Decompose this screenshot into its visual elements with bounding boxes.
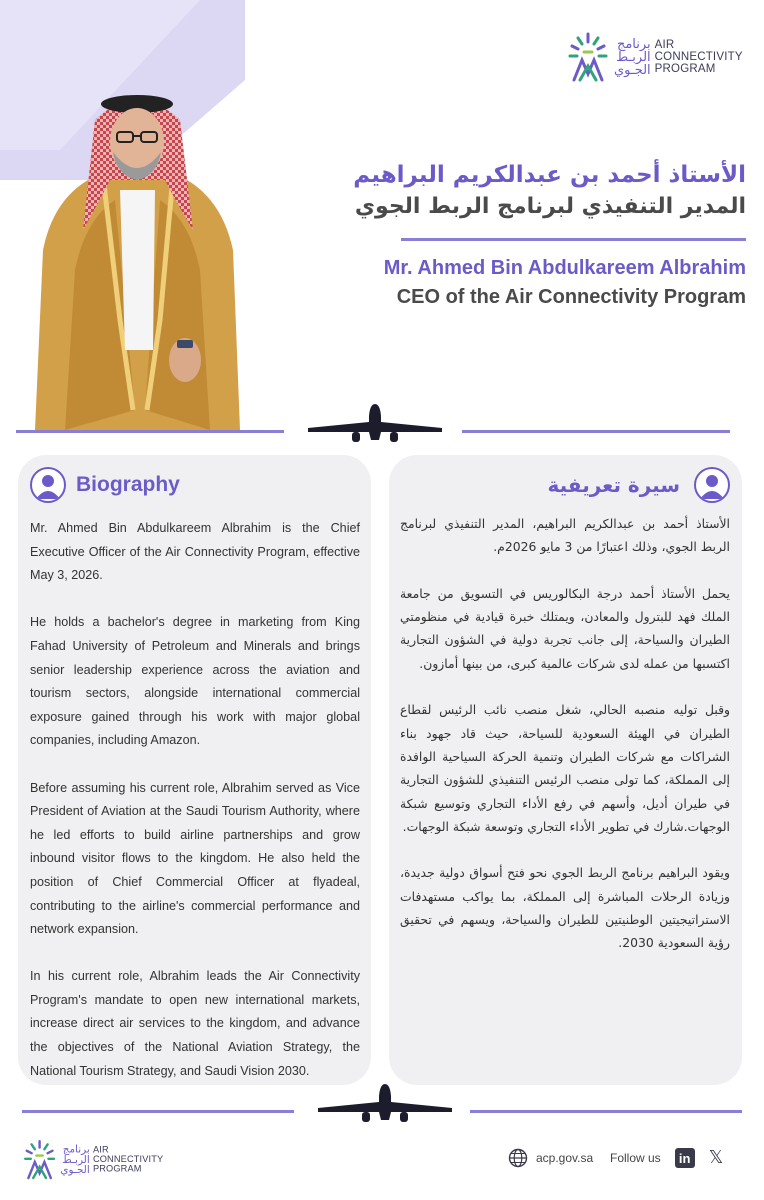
logo-ar-line: الربـط [62, 1153, 90, 1166]
ceo-name-arabic: الأستاذ أحمد بن عبدالكريم البراهيم [353, 162, 746, 188]
ceo-name-english: Mr. Ahmed Bin Abdulkareem Albrahim [383, 257, 746, 279]
ceo-role-arabic: المدير التنفيذي لبرنامج الربط الجوي [354, 194, 746, 219]
card-title: Biography [76, 473, 180, 496]
social-links [610, 1148, 723, 1168]
logo-ar-line: الجـوي [614, 62, 651, 78]
bio-paragraph: He holds a bachelor's degree in marketing from King Fahad University of Petroleum and Minerals and brings senior leadership experience across the aviation and tourism sectors, alongside international commercial exposure gained through his work with major global companies, including Amazon. [30, 615, 360, 748]
linkedin-icon[interactable]: in [675, 1148, 695, 1168]
bio-paragraph: يحمل الأستاذ أحمد درجة البكالوريس في التسويق من جامعة الملك فهد للبترول والمعادن، ويمتلك خبرة قيادية في منظومتي الطيران والسياحة، إلى جانب تجربة دولية في الشؤون التجارية اكتسبها من عمله لدى شركات عالمية كبرى، من بينها أمازون. [400, 585, 730, 671]
card-header [548, 467, 730, 503]
logo-text-arabic [60, 1144, 89, 1175]
logo-en-line: AIR [92, 1145, 109, 1155]
card-header [30, 467, 180, 503]
title-divider [401, 238, 746, 241]
logo-mark-icon [22, 1138, 57, 1181]
user-icon [30, 467, 66, 503]
card-title: سيرة تعريفية [547, 473, 680, 497]
logo-ar-line: الربـط [616, 49, 651, 65]
footer-brand-logo [22, 1138, 163, 1181]
logo-ar-line: برنامج [616, 36, 651, 52]
biography-card-arabic [389, 455, 742, 1085]
bio-paragraph: In his current role, Albrahim leads the Air Connectivity Program's mandate to open new international markets, increase direct air services to the kingdom, and advance the objectives of the National Aviation Strategy, the National Tourism Strategy, and Saudi Vision 2030. [30, 969, 360, 1078]
ceo-portrait [25, 80, 250, 430]
bio-paragraph: وقبل توليه منصبه الحالي، شغل منصب نائب الرئيس لقطاع الطيران في الهيئة السعودية للسياحة، حيث قاد جهود بناء الشراكات مع شركات الطيران وتنمية الحركة السياحية الوافدة إلى المملكة، كما تولى منصب الرئيس التنفيذي للشؤون التجارية في طيران أديل، وأسهم في رفع الأداء التجاري وتوسيع شبكة الوجهات.شارك في تطوير الأداء التجاري وتوسعة شبكة الوجهات. [400, 702, 730, 834]
bio-paragraph: Mr. Ahmed Bin Abdulkareem Albrahim is the Chief Executive Officer of the Air Connectivity Program, effective May 3, 2026. [30, 521, 360, 583]
logo-en-line: CONNECTIVITY [92, 1154, 164, 1165]
globe-icon [508, 1148, 528, 1168]
airplane-icon [306, 402, 444, 446]
follow-label: Follow us [610, 1151, 661, 1165]
bio-paragraph: الأستاذ أحمد بن عبدالكريم البراهيم، المدير التنفيذي لبرنامج الربط الجوي، وذلك اعتبارًا من 3 مايو 2026م. [400, 516, 730, 555]
logo-en-line: AIR [654, 39, 675, 51]
website-link[interactable] [508, 1148, 593, 1168]
logo-text-arabic [614, 38, 651, 77]
website-url: acp.gov.sa [536, 1151, 594, 1165]
bio-paragraph: Before assuming his current role, Albrahim served as Vice President of Aviation at the Saudi Tourism Authority, where he led efforts to build airline partnerships and grow inbound visitor flows to the kingdom. He also held the position of Chief Commercial Officer at flyadeal, contributing to the airline's commercial performance and network expansion. [30, 780, 360, 937]
x-icon[interactable]: 𝕏 [708, 1147, 724, 1168]
section-divider-left [16, 430, 284, 433]
logo-text-english [93, 1145, 163, 1174]
ceo-role-english: CEO of the Air Connectivity Program [396, 286, 746, 308]
biography-text-arabic [400, 512, 730, 978]
logo-ar-line: برنامج [62, 1143, 90, 1156]
biography-card-english [18, 455, 371, 1085]
logo-en-line: PROGRAM [654, 63, 716, 75]
title-block-arabic [276, 160, 746, 222]
section-divider-right [462, 430, 730, 433]
logo-text-english [655, 39, 743, 75]
footer-divider-right [470, 1110, 742, 1113]
biography-text-english [30, 517, 360, 1107]
airplane-icon [316, 1082, 454, 1126]
logo-mark-icon [566, 30, 610, 84]
bio-paragraph: ويقود البراهيم برنامج الربط الجوي نحو فتح أسواق دولية جديدة، وزيادة الرحلات المباشرة إلى المملكة، بما يواكب مستهدفات الاستراتيجيتين الوطنيتين للطيران والسياحة، ويسهم في تحقيق رؤية السعودية 2030. [400, 865, 730, 951]
brand-logo [566, 30, 743, 84]
logo-en-line: PROGRAM [92, 1164, 142, 1174]
footer-divider-left [22, 1110, 294, 1113]
user-icon [694, 467, 730, 503]
logo-ar-line: الجـوي [60, 1164, 90, 1176]
logo-en-line: CONNECTIVITY [654, 51, 743, 63]
